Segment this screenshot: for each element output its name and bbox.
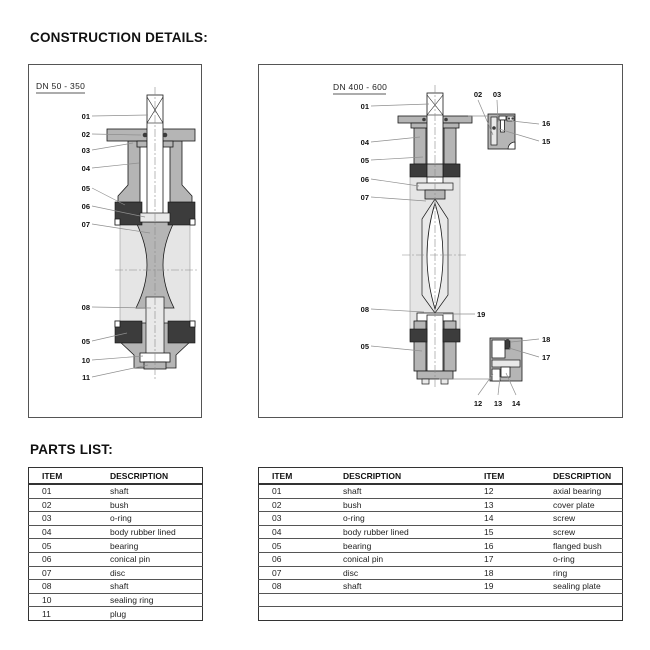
table-cell: shaft xyxy=(97,580,203,594)
parts-table-dn50-350 xyxy=(28,467,203,621)
table-cell: 08 xyxy=(29,580,98,594)
callout-04: 04 xyxy=(81,164,90,173)
table-row xyxy=(259,607,623,621)
callout-14: 14 xyxy=(511,399,521,408)
callout-19: 19 xyxy=(477,310,486,319)
callout-05: 05 xyxy=(360,156,369,165)
table-cell: 04 xyxy=(29,525,98,539)
table-row xyxy=(29,498,203,512)
table-row xyxy=(259,512,623,526)
table-cell: 03 xyxy=(29,512,98,526)
table-cell xyxy=(540,593,623,607)
callout-03: 03 xyxy=(81,146,90,155)
column-header: DESCRIPTION xyxy=(330,468,471,485)
table-row xyxy=(29,539,203,553)
callout-13: 13 xyxy=(493,399,503,408)
callout-02: 02 xyxy=(473,90,483,99)
table-cell: disc xyxy=(97,566,203,580)
table-row xyxy=(259,566,623,580)
valve-drawing xyxy=(398,85,472,387)
table-cell: 07 xyxy=(29,566,98,580)
table-cell: bearing xyxy=(330,539,471,553)
table-cell xyxy=(330,593,471,607)
table-cell: 03 xyxy=(259,512,331,526)
table-cell: body rubber lined xyxy=(97,525,203,539)
callout-07: 07 xyxy=(81,220,90,229)
column-header: ITEM xyxy=(259,468,331,485)
callout-01: 01 xyxy=(360,102,369,111)
table-cell: conical pin xyxy=(330,552,471,566)
table-cell: 11 xyxy=(29,607,98,621)
valve-drawing xyxy=(107,87,199,380)
range-label: DN 50 - 350 xyxy=(36,81,86,91)
valve-cross-section-dn400-600 xyxy=(259,65,622,417)
column-header: ITEM xyxy=(29,468,98,485)
callout-06: 06 xyxy=(81,202,90,211)
header-row xyxy=(259,468,623,485)
table-cell: 05 xyxy=(29,539,98,553)
table-row xyxy=(29,552,203,566)
callout-03: 03 xyxy=(492,90,502,99)
callout-11: 11 xyxy=(82,373,90,382)
table-cell: 18 xyxy=(471,566,540,580)
table-cell: 05 xyxy=(259,539,331,553)
parts-list-title: PARTS LIST: xyxy=(30,442,113,457)
table-cell: flanged bush xyxy=(540,539,623,553)
table-cell: screw xyxy=(540,525,623,539)
column-header: ITEM xyxy=(471,468,540,485)
table-cell: sealing ring xyxy=(97,593,203,607)
table-cell xyxy=(471,607,540,621)
table-cell: shaft xyxy=(330,580,471,594)
table-row xyxy=(29,525,203,539)
table-cell: bearing xyxy=(97,539,203,553)
table-cell: disc xyxy=(330,566,471,580)
table-row xyxy=(29,484,203,498)
column-header: DESCRIPTION xyxy=(540,468,623,485)
table-cell: 10 xyxy=(29,593,98,607)
callout-04: 04 xyxy=(360,138,369,147)
callout-08: 08 xyxy=(360,305,369,314)
table-cell: 01 xyxy=(29,484,98,498)
callout-18: 18 xyxy=(542,335,551,344)
table-cell: 04 xyxy=(259,525,331,539)
table-row xyxy=(29,593,203,607)
column-header: DESCRIPTION xyxy=(97,468,203,485)
table-row xyxy=(29,607,203,621)
callout-05: 05 xyxy=(81,184,90,193)
table-cell: o-ring xyxy=(330,512,471,526)
table-cell: 02 xyxy=(29,498,98,512)
construction-details-title: CONSTRUCTION DETAILS: xyxy=(30,30,208,45)
table-cell xyxy=(259,593,331,607)
table-cell: conical pin xyxy=(97,552,203,566)
table-cell: sealing plate xyxy=(540,580,623,594)
range-label: DN 400 - 600 xyxy=(333,82,388,92)
table-cell: 16 xyxy=(471,539,540,553)
table-row xyxy=(259,484,623,498)
callout-07: 07 xyxy=(360,193,369,202)
table-cell: 06 xyxy=(259,552,331,566)
callout-16: 16 xyxy=(542,119,551,128)
callout-06: 06 xyxy=(360,175,369,184)
table-row xyxy=(259,539,623,553)
table-cell: 06 xyxy=(29,552,98,566)
table-row xyxy=(259,580,623,594)
table-cell: 13 xyxy=(471,498,540,512)
table-cell: screw xyxy=(540,512,623,526)
table-row xyxy=(259,552,623,566)
callout-10: 10 xyxy=(81,356,90,365)
table-cell: o-ring xyxy=(540,552,623,566)
valve-cross-section-dn50-350 xyxy=(29,65,201,417)
table-row xyxy=(29,580,203,594)
table-cell: bush xyxy=(97,498,203,512)
table-cell: 14 xyxy=(471,512,540,526)
table-cell: 01 xyxy=(259,484,331,498)
table-row xyxy=(29,512,203,526)
table-cell: 02 xyxy=(259,498,331,512)
header-row xyxy=(29,468,203,485)
callout-15: 15 xyxy=(542,137,551,146)
table-cell: plug xyxy=(97,607,203,621)
table-cell: shaft xyxy=(97,484,203,498)
table-cell: bush xyxy=(330,498,471,512)
callout-05b: 05 xyxy=(81,337,90,346)
callout-05b: 05 xyxy=(360,342,369,351)
diagram-box-dn50-350 xyxy=(28,64,202,418)
table-cell: o-ring xyxy=(97,512,203,526)
parts-table-dn400-600 xyxy=(258,467,623,621)
table-cell xyxy=(540,607,623,621)
table-cell: 12 xyxy=(471,484,540,498)
table-cell: axial bearing xyxy=(540,484,623,498)
callout-08: 08 xyxy=(81,303,90,312)
table-cell: cover plate xyxy=(540,498,623,512)
callout-02: 02 xyxy=(81,130,90,139)
table-cell: 19 xyxy=(471,580,540,594)
table-cell: shaft xyxy=(330,484,471,498)
table-cell: 17 xyxy=(471,552,540,566)
callout-12: 12 xyxy=(473,399,483,408)
callout-17: 17 xyxy=(542,353,551,362)
table-cell xyxy=(259,607,331,621)
table-cell: body rubber lined xyxy=(330,525,471,539)
table-cell: 15 xyxy=(471,525,540,539)
detail-inset-bottom xyxy=(490,338,522,381)
table-row xyxy=(29,566,203,580)
table-row xyxy=(259,498,623,512)
table-cell xyxy=(330,607,471,621)
table-row xyxy=(259,525,623,539)
table-cell xyxy=(471,593,540,607)
table-cell: ring xyxy=(540,566,623,580)
table-cell: 07 xyxy=(259,566,331,580)
callout-01: 01 xyxy=(81,112,90,121)
table-row xyxy=(259,593,623,607)
diagram-box-dn400-600 xyxy=(258,64,623,418)
table-cell: 08 xyxy=(259,580,331,594)
detail-inset-top xyxy=(488,114,515,149)
